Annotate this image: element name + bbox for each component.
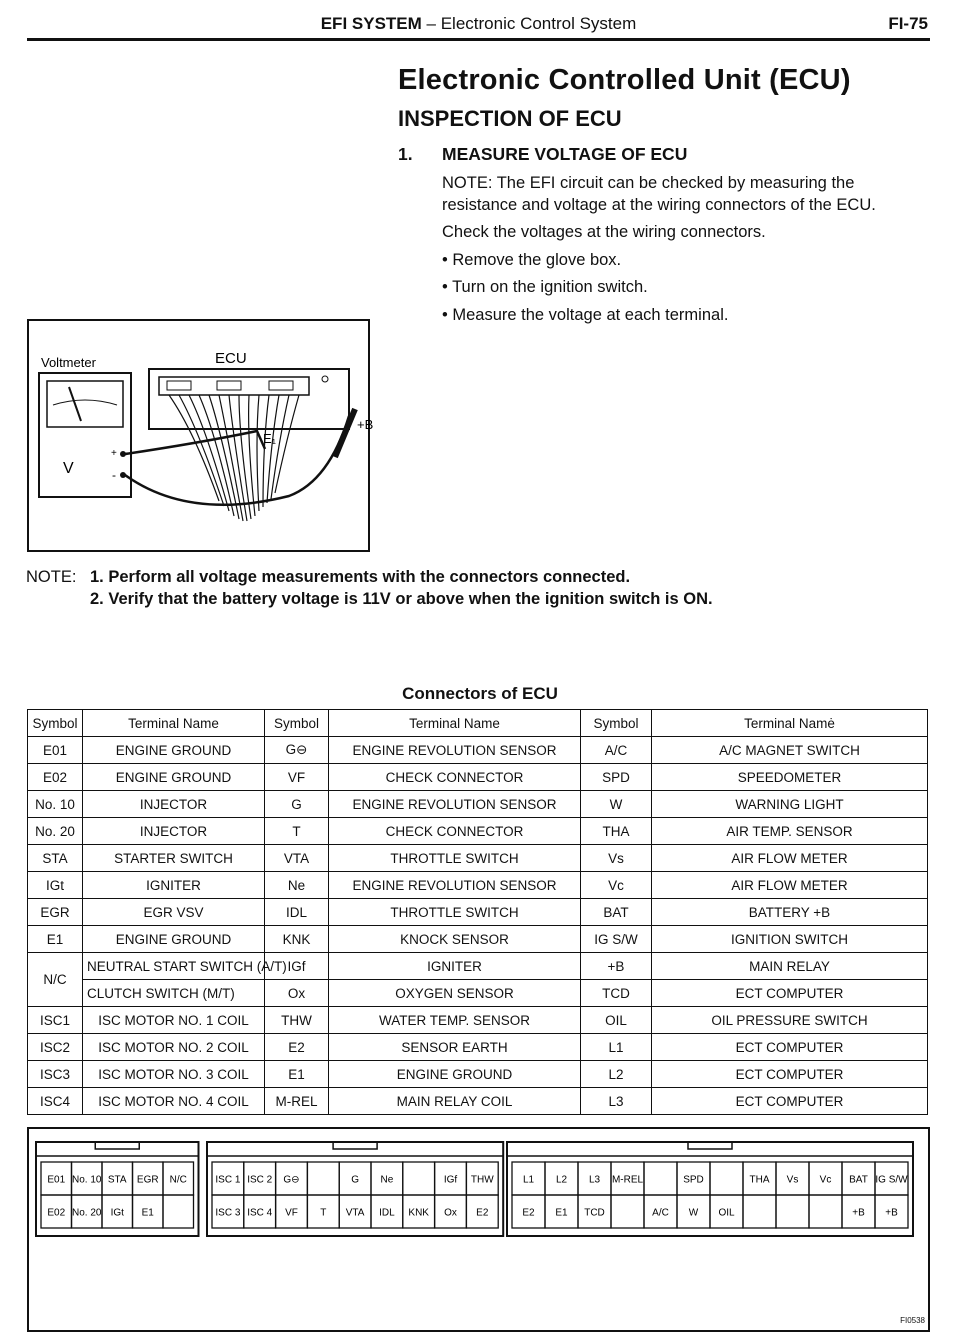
dial-needle xyxy=(69,387,81,421)
pin-label: A/C xyxy=(652,1207,669,1219)
header-dash: – xyxy=(421,14,441,33)
table-cell: BAT xyxy=(581,899,652,926)
pin-cell xyxy=(776,1195,809,1228)
table-cell: AIR TEMP. SENSOR xyxy=(652,818,928,845)
table-cell: T xyxy=(265,818,329,845)
pin-label: E2 xyxy=(476,1207,489,1219)
table-cell: G xyxy=(265,791,329,818)
table-cell: L1 xyxy=(581,1034,652,1061)
column-header: Terminal Namė xyxy=(652,710,928,737)
pin-label: E2 xyxy=(522,1207,535,1219)
table-cell: MAIN RELAY xyxy=(652,953,928,980)
pin-cell xyxy=(307,1162,339,1195)
table-row xyxy=(28,872,928,899)
pin-cell xyxy=(163,1195,194,1228)
pin-label: STA xyxy=(107,1174,127,1186)
table-cell: SENSOR EARTH xyxy=(329,1034,581,1061)
table-cell: THROTTLE SWITCH xyxy=(329,845,581,872)
table-cell: THW xyxy=(265,1007,329,1034)
pin-label: G xyxy=(351,1174,359,1186)
pin-label: N/C xyxy=(169,1174,187,1186)
table-cell: ECT COMPUTER xyxy=(652,1061,928,1088)
table-cell: IGNITER xyxy=(329,953,581,980)
bullet-item: • Measure the voltage at each terminal. xyxy=(442,305,932,327)
pin-label: BAT xyxy=(849,1174,868,1186)
table-cell: AIR FLOW METER xyxy=(652,845,928,872)
table-cell: STARTER SWITCH xyxy=(83,845,265,872)
ecu-connector xyxy=(507,1142,913,1236)
pin-label: THW xyxy=(470,1174,494,1186)
pin-label: IG S/W xyxy=(875,1174,908,1186)
table-cell: VF xyxy=(265,764,329,791)
page-number: FI-75 xyxy=(888,14,928,33)
pin-label: ISC 2 xyxy=(247,1174,273,1186)
pin-label: No. 10 xyxy=(72,1174,102,1186)
pin-label: ISC 1 xyxy=(215,1174,241,1186)
page-title: Electronic Controlled Unit (ECU) xyxy=(398,64,851,96)
table-cell: WATER TEMP. SENSOR xyxy=(329,1007,581,1034)
header-section: EFI SYSTEM xyxy=(320,14,422,33)
header-title xyxy=(27,14,930,34)
column-header: Symbol xyxy=(28,710,83,737)
table-cell: EGR xyxy=(28,899,83,926)
table-cell: OXYGEN SENSOR xyxy=(329,980,581,1007)
step-heading xyxy=(398,144,687,165)
plus-terminal-label: + xyxy=(111,448,117,459)
pin-label: E1 xyxy=(141,1207,154,1219)
pin-layout-drawing xyxy=(29,1129,928,1330)
pin-label: Ne xyxy=(380,1174,394,1186)
table-cell: W xyxy=(581,791,652,818)
table-cell: ENGINE REVOLUTION SENSOR xyxy=(329,791,581,818)
connector-latch xyxy=(333,1142,377,1149)
pin-label: THA xyxy=(749,1174,770,1186)
note-intro: NOTE: The EFI circuit can be checked by measuring the resistance and voltage at the wiring connectors of the ECU. xyxy=(442,174,876,214)
table-row xyxy=(28,980,928,1007)
table-cell: TCD xyxy=(581,980,652,1007)
pin-label: IDL xyxy=(379,1207,395,1219)
table-cell: Vs xyxy=(581,845,652,872)
table-cell: OIL xyxy=(581,1007,652,1034)
connector xyxy=(217,381,241,390)
pin-label: ISC 4 xyxy=(247,1207,273,1219)
plus-b-label: +B xyxy=(357,417,374,432)
pin-label: Vc xyxy=(819,1174,832,1186)
instructions xyxy=(442,173,932,332)
pin-label: IGf xyxy=(443,1174,458,1186)
table-cell: E1 xyxy=(28,926,83,953)
pin-label: L1 xyxy=(522,1174,535,1186)
table-cell: THA xyxy=(581,818,652,845)
table-cell: E02 xyxy=(28,764,83,791)
table-cell: Ne xyxy=(265,872,329,899)
voltmeter-ecu-figure xyxy=(27,319,374,552)
note-line-1: 1. Perform all voltage measurements with the connectors connected. xyxy=(90,568,631,586)
table-cell: IGf xyxy=(265,953,329,980)
connector-latch xyxy=(688,1142,732,1149)
check-text: Check the voltages at the wiring connectors. xyxy=(442,223,766,241)
figure-code: FI0538 xyxy=(900,1316,925,1325)
table-cell: G⊖ xyxy=(265,737,329,764)
table-cell: THROTTLE SWITCH xyxy=(329,899,581,926)
bullet-list xyxy=(442,250,932,327)
connectors-table xyxy=(27,709,928,1115)
pin-label: E01 xyxy=(47,1174,66,1186)
table-cell: ISC2 xyxy=(28,1034,83,1061)
bullet-item: • Remove the glove box. xyxy=(442,250,932,272)
pin-label: E02 xyxy=(47,1207,66,1219)
table-cell: EGR VSV xyxy=(83,899,265,926)
table-cell: ISC MOTOR NO. 3 COIL xyxy=(83,1061,265,1088)
ecu-connector xyxy=(36,1142,199,1236)
pin-cell xyxy=(403,1162,435,1195)
table-cell: NEUTRAL START SWITCH (A/T) xyxy=(83,953,265,980)
table-cell: CLUTCH SWITCH (M/T) xyxy=(83,980,265,1007)
table-cell: WARNING LIGHT xyxy=(652,791,928,818)
connector-pin-diagram xyxy=(27,1127,930,1332)
note-line-2: 2. Verify that the battery voltage is 11V or above when the ignition switch is ON. xyxy=(90,590,713,608)
column-header: Terminal Name xyxy=(83,710,265,737)
connector-latch xyxy=(95,1142,139,1149)
table-row xyxy=(28,899,928,926)
table-cell: ENGINE GROUND xyxy=(329,1061,581,1088)
table-title: Connectors of ECU xyxy=(402,684,558,703)
table-cell: No. 20 xyxy=(28,818,83,845)
table-cell: VTA xyxy=(265,845,329,872)
column-header: Terminal Name xyxy=(329,710,581,737)
table-cell: ECT COMPUTER xyxy=(652,1088,928,1115)
table-header-row xyxy=(28,710,928,737)
table-cell: ISC MOTOR NO. 2 COIL xyxy=(83,1034,265,1061)
table-cell: E01 xyxy=(28,737,83,764)
table-cell: N/C xyxy=(28,953,83,1007)
table-cell: ISC4 xyxy=(28,1088,83,1115)
table-cell: E2 xyxy=(265,1034,329,1061)
pin-label: Vs xyxy=(786,1174,799,1186)
notes-label: NOTE: xyxy=(26,568,77,586)
ecu-screw xyxy=(322,376,328,382)
column-header: Symbol xyxy=(581,710,652,737)
step-text: MEASURE VOLTAGE OF ECU xyxy=(442,144,688,164)
pin-label: VF xyxy=(285,1207,298,1219)
table-cell: E1 xyxy=(265,1061,329,1088)
pin-label: No. 20 xyxy=(72,1207,102,1219)
table-cell: Vc xyxy=(581,872,652,899)
table-cell: ENGINE REVOLUTION SENSOR xyxy=(329,872,581,899)
pin-label: L2 xyxy=(555,1174,568,1186)
table-cell: L3 xyxy=(581,1088,652,1115)
table-cell: INJECTOR xyxy=(83,791,265,818)
column-header: Symbol xyxy=(265,710,329,737)
pin-label: OIL xyxy=(718,1207,735,1219)
pin-label: +B xyxy=(852,1207,865,1219)
voltmeter-body xyxy=(39,373,131,497)
pin-label: EGR xyxy=(136,1174,159,1186)
table-row xyxy=(28,1034,928,1061)
table-cell: A/C xyxy=(581,737,652,764)
table-cell: ENGINE GROUND xyxy=(83,737,265,764)
table-row xyxy=(28,953,928,980)
probe-lead-e1 xyxy=(125,431,265,454)
table-row xyxy=(28,764,928,791)
pin-label: KNK xyxy=(408,1207,429,1219)
table-cell: SPD xyxy=(581,764,652,791)
table-cell: OIL PRESSURE SWITCH xyxy=(652,1007,928,1034)
pin-cell xyxy=(611,1195,644,1228)
table-cell: MAIN RELAY COIL xyxy=(329,1088,581,1115)
probe-tip xyxy=(335,409,355,457)
pin-cell xyxy=(743,1195,776,1228)
pin-label: ISC 3 xyxy=(215,1207,241,1219)
pin-label: SPD xyxy=(683,1174,704,1186)
ecu-label: ECU xyxy=(215,350,247,367)
table-cell: Ox xyxy=(265,980,329,1007)
table-row xyxy=(28,818,928,845)
pin-cell xyxy=(809,1195,842,1228)
table-cell: A/C MAGNET SWITCH xyxy=(652,737,928,764)
pin-label: W xyxy=(688,1207,699,1219)
voltmeter-ecu-drawing xyxy=(29,321,374,550)
table-cell: ENGINE GROUND xyxy=(83,926,265,953)
table-cell: ECT COMPUTER xyxy=(652,980,928,1007)
table-cell: CHECK CONNECTOR xyxy=(329,818,581,845)
pin-label: E1 xyxy=(555,1207,568,1219)
table-cell: INJECTOR xyxy=(83,818,265,845)
table-cell: M-REL xyxy=(265,1088,329,1115)
pin-label: T xyxy=(320,1207,327,1219)
table-row xyxy=(28,1061,928,1088)
table-cell: IGNITER xyxy=(83,872,265,899)
table-cell: L2 xyxy=(581,1061,652,1088)
table-cell: CHECK CONNECTOR xyxy=(329,764,581,791)
table-row xyxy=(28,845,928,872)
ecu-connector xyxy=(207,1142,503,1236)
table-cell: ISC3 xyxy=(28,1061,83,1088)
table-row xyxy=(28,1088,928,1115)
pin-label: VTA xyxy=(345,1207,365,1219)
pin-label: Ox xyxy=(444,1207,457,1219)
connector xyxy=(269,381,293,390)
pin-label: L3 xyxy=(588,1174,601,1186)
table-cell: BATTERY +B xyxy=(652,899,928,926)
step-number: 1. xyxy=(398,144,413,164)
table-cell: IG S/W xyxy=(581,926,652,953)
dial-scale xyxy=(53,400,117,405)
table-row xyxy=(28,791,928,818)
table-cell: ISC1 xyxy=(28,1007,83,1034)
table-row xyxy=(28,737,928,764)
pin-label: +B xyxy=(885,1207,898,1219)
pin-label: TCD xyxy=(584,1207,605,1219)
voltmeter-v-label: V xyxy=(63,460,74,477)
table-cell: SPEEDOMETER xyxy=(652,764,928,791)
section-subtitle: INSPECTION OF ECU xyxy=(398,106,622,131)
pin-label: IGt xyxy=(110,1207,124,1219)
minus-terminal-label: - xyxy=(112,468,116,482)
pin-cell xyxy=(644,1162,677,1195)
page-header xyxy=(27,12,930,41)
voltmeter-label: Voltmeter xyxy=(41,355,96,370)
table-cell: KNK xyxy=(265,926,329,953)
table-cell: ECT COMPUTER xyxy=(652,1034,928,1061)
table-cell: AIR FLOW METER xyxy=(652,872,928,899)
table-cell: +B xyxy=(581,953,652,980)
ecu-connector-row xyxy=(159,377,309,395)
bullet-item: • Turn on the ignition switch. xyxy=(442,277,932,299)
table-cell: ISC MOTOR NO. 4 COIL xyxy=(83,1088,265,1115)
table-cell: No. 10 xyxy=(28,791,83,818)
table-cell: STA xyxy=(28,845,83,872)
header-subsection: Electronic Control System xyxy=(440,14,637,33)
table-cell: IGt xyxy=(28,872,83,899)
pin-label: G⊖ xyxy=(283,1174,300,1186)
table-cell: ISC MOTOR NO. 1 COIL xyxy=(83,1007,265,1034)
table-row xyxy=(28,1007,928,1034)
pin-label: M-REL xyxy=(611,1174,644,1186)
table-cell: IGNITION SWITCH xyxy=(652,926,928,953)
table-cell: KNOCK SENSOR xyxy=(329,926,581,953)
pin-cell xyxy=(710,1162,743,1195)
table-cell: ENGINE GROUND xyxy=(83,764,265,791)
voltmeter-dial xyxy=(47,381,123,427)
table-row xyxy=(28,926,928,953)
connector xyxy=(167,381,191,390)
table-cell: IDL xyxy=(265,899,329,926)
e1-label: E₁ xyxy=(263,431,277,446)
table-cell: ENGINE REVOLUTION SENSOR xyxy=(329,737,581,764)
